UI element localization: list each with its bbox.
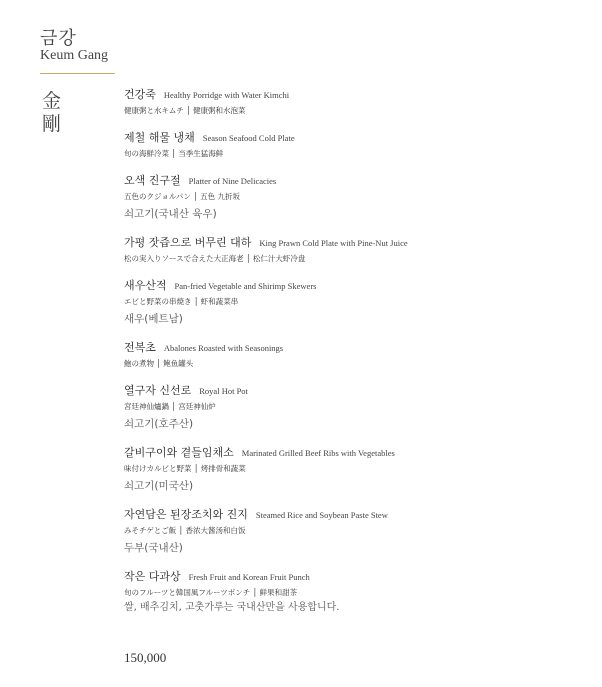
origin-label: 쇠고기(국내산 육우) [124,208,217,220]
dish-name-english: Pan-fried Vegetable and Shirimp Skewers [174,281,317,291]
dish-name-korean: 새우산적 [124,279,167,292]
dish-name-english: Steamed Rice and Soybean Paste Stew [255,510,388,520]
title-korean: 금강 [40,28,77,49]
dish-name-korean: 오색 진구절 [124,174,181,187]
menu-list [124,88,584,613]
menu-item [124,508,584,555]
dish-name-korean: 작은 다과상 [124,570,181,583]
menu-item [124,88,584,116]
dish-name-english: Fresh Fruit and Korean Fruit Punch [188,572,310,582]
menu-item-head [124,174,584,188]
dish-name-korean: 전복초 [124,341,156,354]
dish-name-english: Season Seafood Cold Plate [202,133,295,143]
menu-item [124,384,584,431]
dish-name-japanese-chinese: 松の実入りソースで合えた大正海老 │ 松仁汁大虾冷盘 [124,254,306,263]
dish-name-korean: 자연담은 된장조치와 진지 [124,508,248,521]
menu-item-head [124,446,584,460]
title-hanja: 金剛 [42,90,62,135]
dish-name-english: Abalones Roasted with Seasonings [163,343,284,353]
course-price: 150,000 [124,650,167,665]
dish-name-japanese-chinese: 宮廷神仙爐鍋 │ 宫廷神仙炉 [124,402,216,411]
menu-item-head [124,508,584,522]
dish-name-japanese-chinese: 旬の海鮮冷菜 │ 当季生猛海鲜 [124,149,224,158]
dish-name-japanese-chinese: 味付けカルビと野菜 │ 烤排骨和蔬菜 [124,464,246,473]
menu-item-head [124,341,584,355]
origin-label: 쇠고기(호주산) [124,418,194,430]
menu-item-head [124,131,584,145]
dish-name-japanese-chinese: 五色のクジョルパン │ 五色 九折坂 [124,192,240,201]
dish-name-korean: 가평 잣즙으로 버무린 대하 [124,236,252,249]
dish-name-english: Royal Hot Pot [199,386,248,396]
gold-divider [40,73,115,74]
menu-item [124,570,584,598]
dish-name-japanese-chinese: 健康粥と水キムチ │ 健康粥和水泡菜 [124,106,246,115]
title-english: Keum Gang [40,48,109,63]
dish-name-korean: 갈비구이와 곁들임채소 [124,446,234,459]
menu-item [124,341,584,369]
menu-item-head [124,236,584,250]
menu-item [124,131,584,159]
dish-name-japanese-chinese: 旬のフルーツと韓国風フルーツポンチ │ 鲜果和甜茶 [124,588,298,597]
menu-item [124,174,584,221]
menu-item-head [124,88,584,102]
menu-item-head [124,279,584,293]
dish-name-english: Healthy Porridge with Water Kimchi [163,90,290,100]
dish-name-japanese-chinese: 鮑の煮物 │ 鲍鱼罐头 [124,359,194,368]
dish-name-english: King Prawn Cold Plate with Pine-Nut Juice [259,238,408,248]
menu-item [124,446,584,493]
menu-item [124,279,584,326]
menu-item-head [124,570,584,584]
menu-item-head [124,384,584,398]
dish-name-english: Marinated Grilled Beef Ribs with Vegetables [241,448,395,458]
dish-name-korean: 열구자 신선로 [124,384,192,397]
menu-item [124,236,584,264]
origin-label: 쇠고기(미국산) [124,480,194,492]
dish-name-japanese-chinese: エビと野菜の串焼き │ 虾和蔬菜串 [124,297,239,306]
dish-name-korean: 제철 해물 냉채 [124,131,195,144]
dish-name-korean: 건강죽 [124,88,156,101]
dish-name-japanese-chinese: みそチゲとご飯 │ 香浓大酱汤和白饭 [124,526,246,535]
origin-label: 두부(국내산) [124,542,183,554]
origin-label: 새우(베트남) [124,313,183,325]
origin-notice: 쌀, 배추김치, 고춧가루는 국내산만을 사용합니다. [124,602,340,613]
dish-name-english: Platter of Nine Delicacies [188,176,277,186]
